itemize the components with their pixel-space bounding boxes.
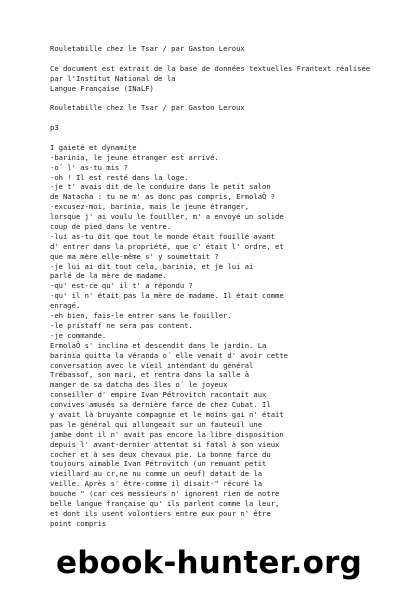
body-line: barinia quitta la véranda o´ elle venait d' avoir cette: [50, 350, 288, 360]
body-line: conversation avec le vieil intendant du général: [50, 360, 254, 370]
page-label: p3: [50, 123, 59, 133]
body-line: point compris: [50, 518, 107, 528]
body-line: bouche " (car ces messieurs n' ignorent rien de notre: [50, 489, 280, 499]
body-line: depuis l' avant-dernier attentat si fatal à son vieux: [50, 439, 280, 449]
body-line: de Natacha : tu ne m' as donc pas compris, ErmolaÔ ?: [50, 192, 276, 202]
spacer: [50, 54, 410, 64]
body-line: convives amusés sa dernière farce de chez Cubat. Il: [50, 400, 271, 410]
body-line: lorsque j' ai voulu le fouiller, m' a envoyé un solide: [50, 212, 284, 222]
body-line: toujours aimable Ivan Pétrovitch (un remuant petit: [50, 459, 267, 469]
body-line: manger de sa datcha des îles o´ le joyeux: [50, 380, 228, 390]
body-line: -je t' avais dit de le conduire dans le petit salon: [50, 182, 271, 192]
body-line: -barinia, le jeune étranger est arrivé.: [50, 152, 219, 162]
body-line: pas le général qui allongeait sur un fauteuil une: [50, 419, 263, 429]
spacer: [50, 113, 410, 123]
body-line: parlé de la mère de madame.: [50, 271, 167, 281]
body-line: et dont ils usent volontiers entre eux pour n' être: [50, 508, 271, 518]
body-text: [50, 143, 410, 529]
body-line: Trébassof, son mari, et rentra dans la salle à: [50, 370, 250, 380]
body-line: -le pristaff ne sera pas content.: [50, 320, 193, 330]
body-line: coup de pied dans le ventre.: [50, 222, 172, 232]
body-line: -qu' il n' était pas la mère de madame. Il était comme: [50, 291, 284, 301]
body-line: -eh bien, fais-le entrer sans le fouiller.: [50, 311, 232, 321]
body-line: -je commande.: [50, 330, 107, 340]
body-line: I gaieté et dynamite: [50, 142, 137, 152]
body-line: -excusez-moi, barinia, mais le jeune étranger,: [50, 202, 250, 212]
body-line: -lui as-tu dit que tout le monde était fouillé avant: [50, 231, 276, 241]
body-line: ErmolaÔ s' inclina et descendit dans le jardin. La: [50, 340, 267, 350]
body-line: conseiller d' empire Ivan Pétrovitch racontait aux: [50, 390, 267, 400]
body-line: que ma mère elle-même s' y soumettait ?: [50, 251, 219, 261]
document-page: [50, 44, 410, 529]
source-line-1: Ce document est extrait de la base de données textuelles Frantext réalisée: [50, 63, 371, 73]
document-title-repeat: Rouletabille chez le Tsar / par Gaston Leroux: [50, 103, 245, 113]
body-line: d' entrer dans la propriété, que c' était l' ordre, et: [50, 241, 284, 251]
spacer: [50, 93, 410, 103]
body-line: -o´ l' as-tu mis ?: [50, 162, 128, 172]
body-line: y avait là bruyante compagnie et le moins gai n' était: [50, 409, 284, 419]
document-title: Rouletabille chez le Tsar / par Gaston Leroux: [50, 44, 245, 53]
source-line-2: par l'Institut National de la: [50, 73, 176, 83]
watermark: ebook-hunter.org: [56, 545, 362, 581]
body-line: jambe dont il n' avait pas encore la libre disposition: [50, 429, 284, 439]
body-line: cocher et à ses deux chevaux pie. La bonne farce du: [50, 449, 271, 459]
body-line: belle langue française qu' ils parlent comme la leur,: [50, 498, 280, 508]
body-line: -qu' est-ce qu' il t' a répondu ?: [50, 281, 193, 291]
body-line: enragé.: [50, 301, 81, 311]
body-line: -oh ! Il est resté dans la loge.: [50, 172, 189, 182]
body-line: vieillard au cr,ne nu comme un oeuf) datait de la: [50, 469, 263, 479]
source-line-3: Langue Française (INaLF): [50, 83, 154, 93]
body-line: -je lui ai dit tout cela, barinia, et je lui ai: [50, 261, 254, 271]
spacer: [50, 133, 410, 143]
body-line: veille. Après s' être-comme il disait-" récuré la: [50, 479, 263, 489]
